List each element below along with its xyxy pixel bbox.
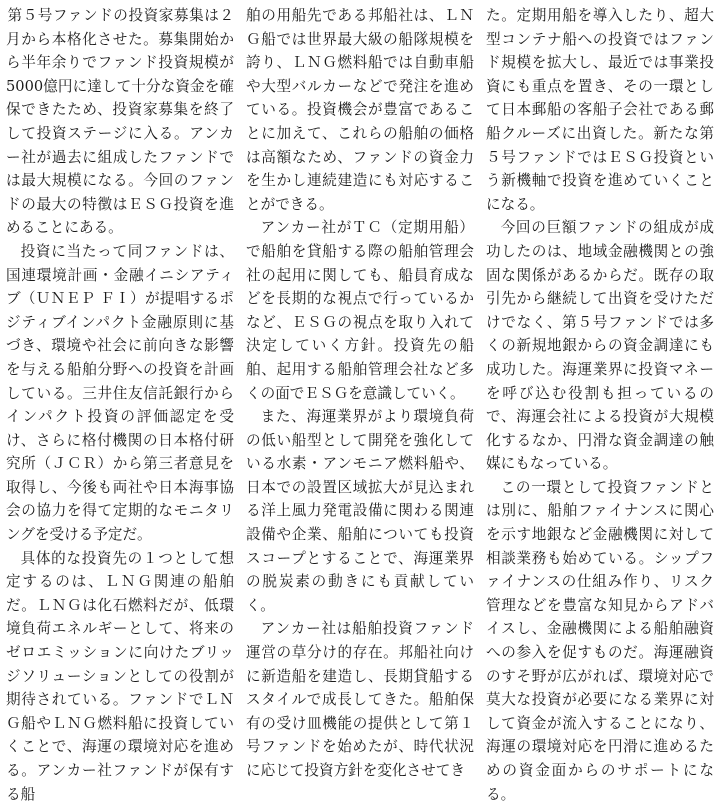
article-paragraph: た。定期用船を導入したり、超大型コンテナ船への投資ではファンド規模を拡大し、最近では事業投資にも重点を置き、その一環として日本郵船の客船子会社である郵船クルーズに出資した。新たな第５号ファンドではＥＳＧ投資という新機軸で投資を進めていくことになる。 (486, 7, 714, 213)
article-paragraph: アンカー社がＴＣ（定期用船）で船舶を貸船する際の船舶管理会社の起用に関しても、船員育成などを長期的な視点で行っているかなど、ＥＳＧの視点を取り入れて決定していく方針。投資先の船舶、起用する船舶管理会社など多くの面でＥＳＧを意識していく。 (246, 219, 474, 402)
article-paragraph: 第５号ファンドの投資家募集は２月から本格化させた。募集開始から半年余りでファンド投資規模が5000億円に達して十分な資金を確保できたため、投資家募集を終了して投資ステージに入る。アンカー社が過去に組成したファンドでは最大規模になる。今回のファンドの最大の特徴はＥＳＧ投資を進めることにある。 (6, 7, 234, 237)
article-paragraph: アンカー社は船舶投資ファンド運営の草分け的存在。邦船社向けに新造船を建造し、長期貸船するスタイルで成長してきた。船舶保有の受け皿機能の提供として第１号ファンドを始めたが、時代状況に応じて投資方針を変化させてき (246, 620, 474, 779)
article-paragraph: この一環として投資ファンドとは別に、船舶ファイナンスに関心を示す地銀など金融機関に対して相談業務も始めている。シップファイナンスの仕組み作り、リスク管理などを豊富な知見からアドバイスし、金融機関による船舶融資への参入を促すものだ。海運融資のすそ野が広がれば、環境対応で莫大な投資が必要になる業界に対して資金が流入することになり、海運の環境対応を円滑に進めるための資金面からのサポートになる。 (486, 478, 714, 803)
article-paragraph: 投資に当たって同ファンドは、国連環境計画・金融イニシアティブ（ＵＮＥＰ ＦＩ）が提唱するポジティブインパクト金融原則に基づき、環境や社会に前向きな影響を与える船舶分野への投資を計画している。三井住友信託銀行からインパクト投資の評価認定を受け、さらに格付機関の日本格付研究所（ＪＣＲ）から第三者意見を取得し、今後も両社や日本海事協会の協力を得て定期的なモニタリングを受ける予定だ。 (6, 242, 234, 544)
article-paragraph: 今回の巨額ファンドの組成が成功したのは、地域金融機関との強固な関係があるからだ。既存の取引先から継続して出資を受けただけでなく、第５号ファンドでは多くの新規地銀からの資金調達にも成功した。海運業界に投資マネーを呼び込む役割も担っているので、海運会社による投資が大規模化するなか、円滑な資金調達の触媒にもなっている。 (486, 219, 714, 473)
article-paragraph: 具体的な投資先の１つとして想定するのは、ＬＮＧ関連の船舶だ。ＬＮＧは化石燃料だが、低環境負荷エネルギーとして、将来のゼロエミッションに向けたブリッジソリューションとしての役割が期待されている。ファンドでＬＮＧ船やＬＮＧ燃料船に投資していくことで、海運の環境対応を進める。アンカー社ファンドが保有する船 (6, 549, 234, 803)
text-column-3 (486, 4, 714, 803)
text-column-2 (246, 4, 474, 779)
article-body (6, 4, 714, 803)
text-column-1 (6, 4, 234, 803)
article-paragraph: また、海運業界がより環境負荷の低い船型として開発を強化している水素・アンモニア燃料船や、日本での設置区域拡大が見込まれる洋上風力発電設備に関わる関連設備や企業、船舶についても投資スコープとすることで、海運業界の脱炭素の動きにも貢献していく。 (246, 408, 474, 614)
article-paragraph: 舶の用船先である邦船社は、ＬＮＧ船では世界最大級の船隊規模を誇り、ＬＮＧ燃料船では自動車船や大型バルカーなどで発注を進めている。投資機会が豊富であることに加えて、これらの船舶の価格は高額なため、ファンドの資金力を生かし連続建造にも対応することができる。 (246, 7, 474, 213)
